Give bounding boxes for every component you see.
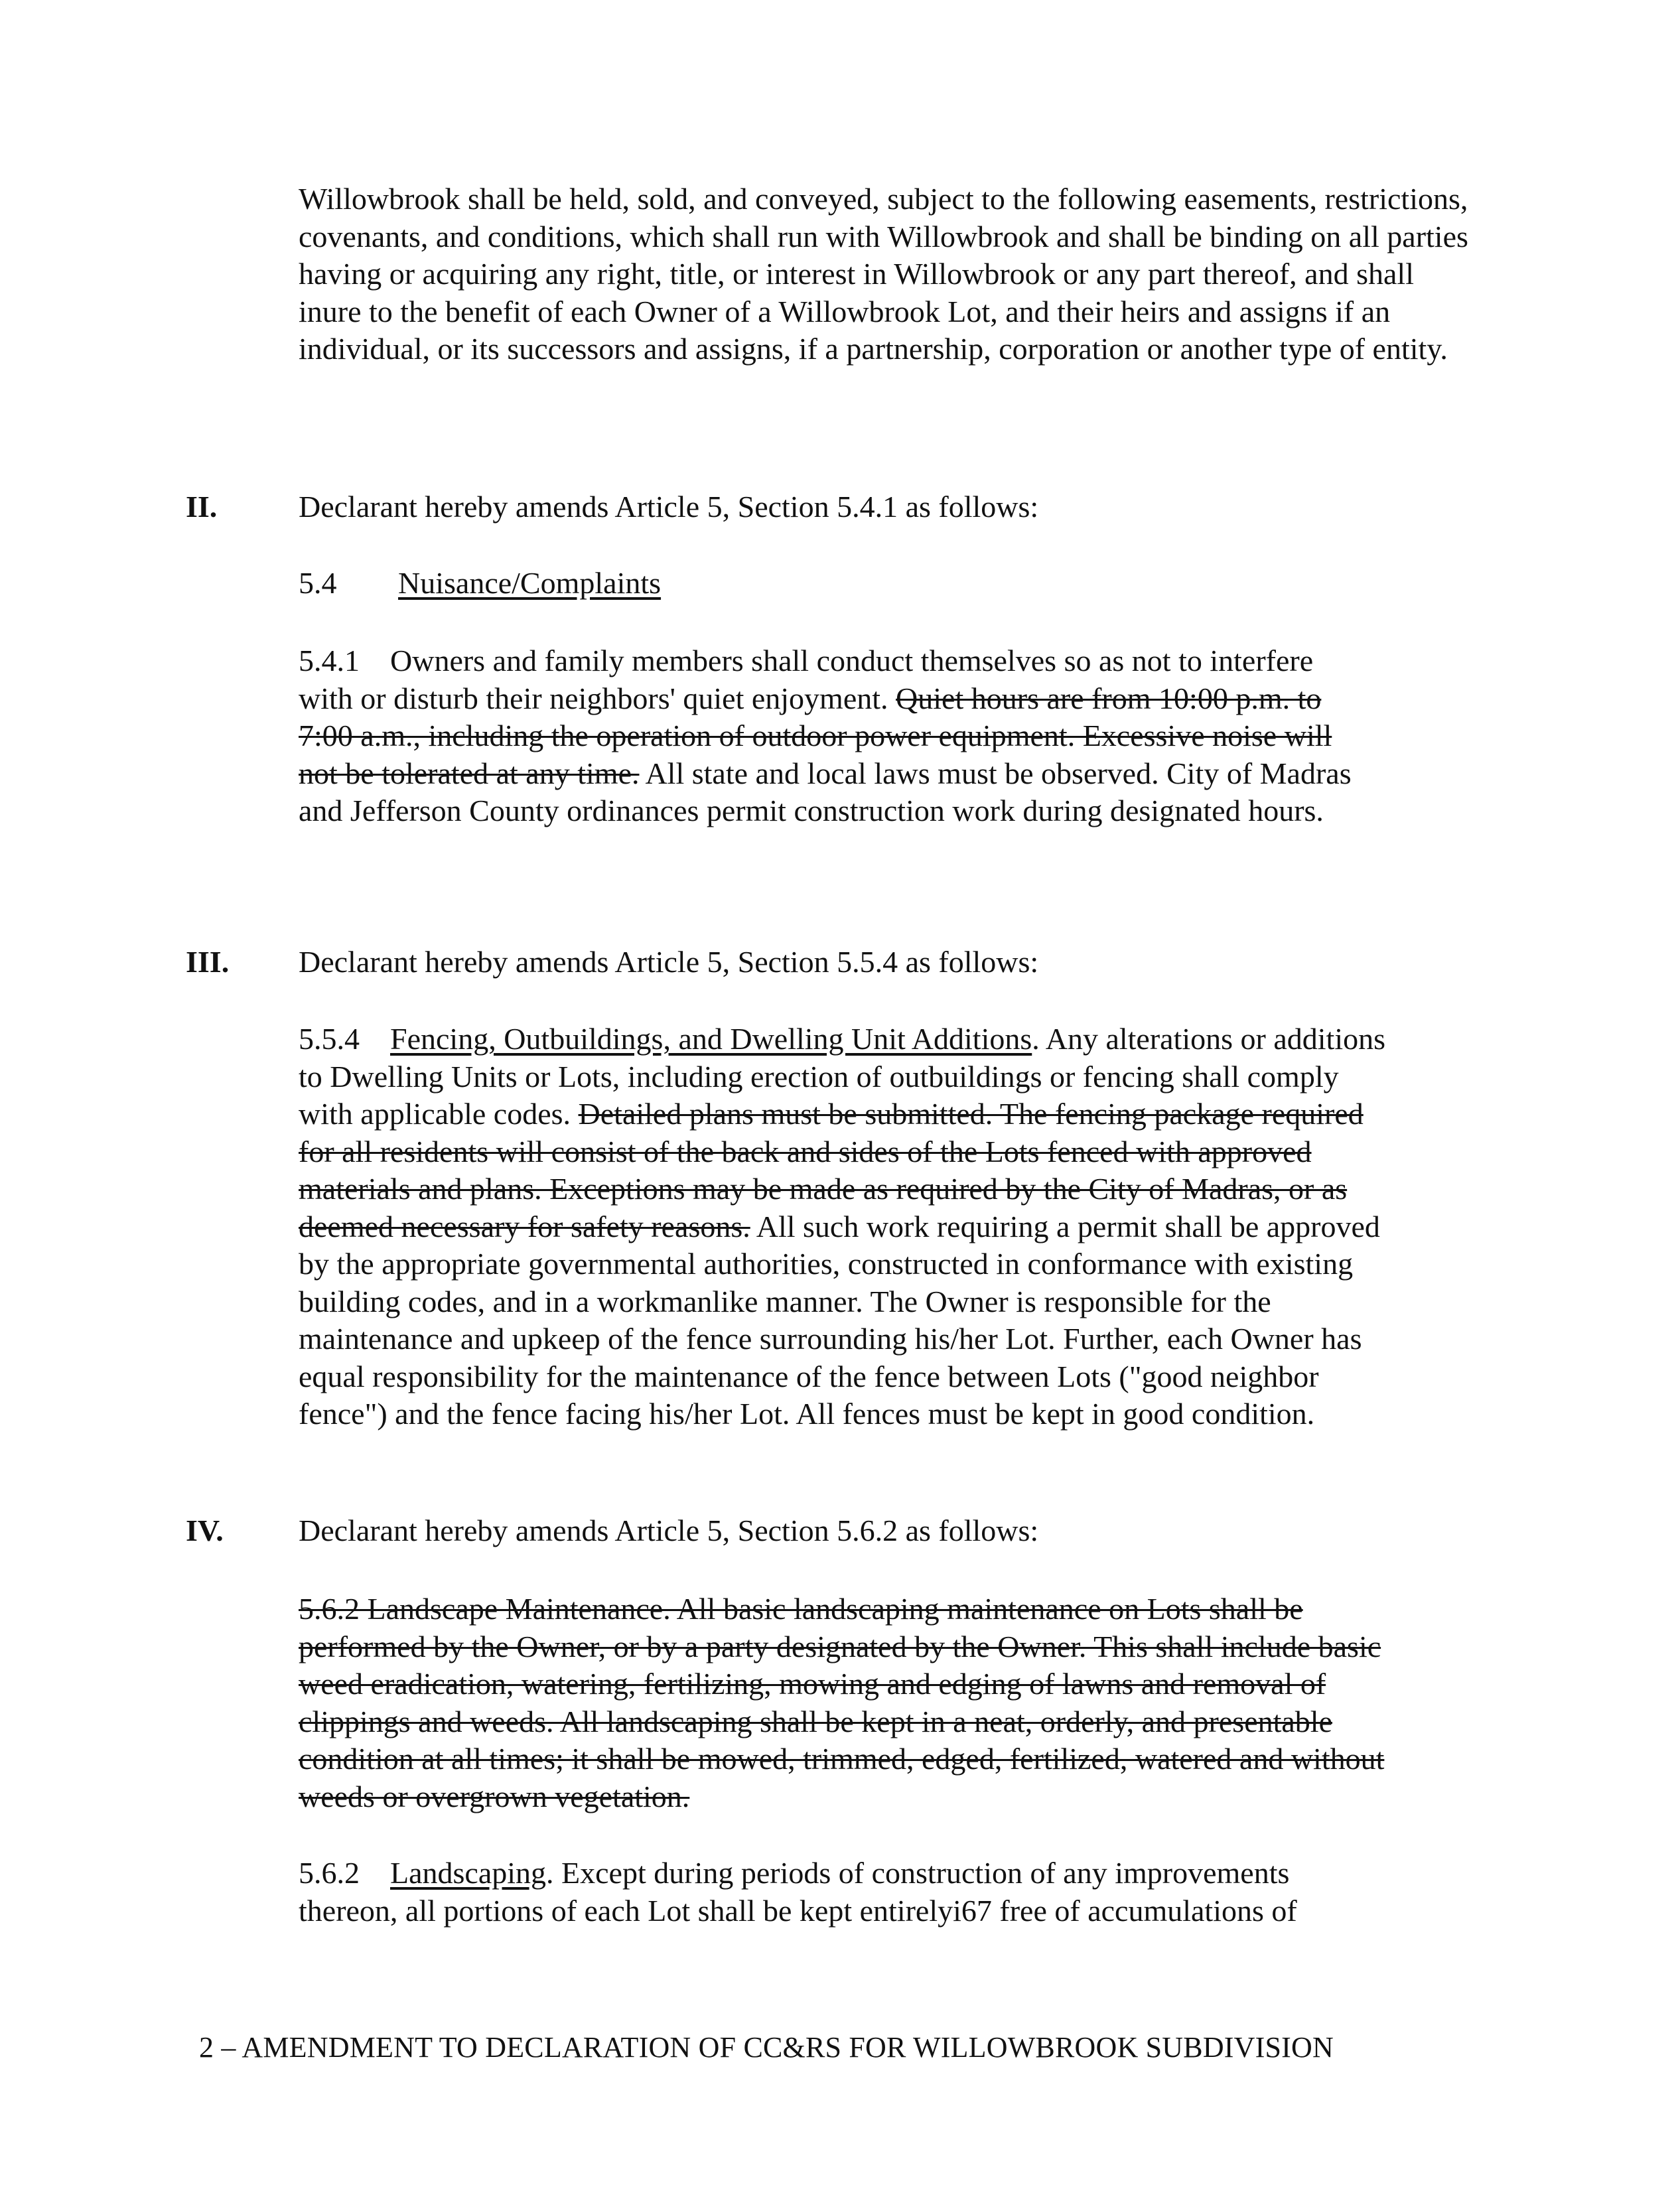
section-iii-numeral: III. xyxy=(186,945,230,979)
section-5-6-2-title: Landscaping xyxy=(390,1856,547,1890)
section-iv-heading: Declarant hereby amends Article 5, Section 5.6.2 as follows: xyxy=(299,1514,1039,1547)
section-5-4-1-paragraph xyxy=(299,642,1367,830)
section-5-5-4-struck-text: Detailed plans must be submitted. The fencing package required for all residents will consist of the back and sides of the Lots fenced with approved materials and plans. Exceptions may be made as required by the City of Madras, or as deemed necessary for safety reasons. xyxy=(299,1097,1364,1243)
section-5-4-1-number: 5.4.1 xyxy=(299,644,360,677)
section-5-5-4-text-b: All such work requiring a permit shall be approved by the appropriate governmental authorities, constructed in conformance with existing building codes, and in a workmanlike manner. The Owner is responsible for the maintenance and upkeep of the fence surrounding his/her Lot. Further, each Owner has equal responsibility for the maintenance of the fence between Lots ("good neighbor fence") and the fence facing his/her Lot. All fences must be kept in good condition. xyxy=(299,1209,1380,1431)
section-5-4-1-text-b: All state and local laws must be observed. City of Madras and Jefferson County ordinances permit construction work during designated hours. xyxy=(299,756,1352,827)
section-5-6-2-text: Except during periods of construction of any improvements thereon, all portions of each Lot shall be kept entirelyi67 free of accumulations of xyxy=(299,1856,1297,1928)
section-5-4-1-text-a: Owners and family members shall conduct themselves so as not to interfere with or disturb their neighbors' quiet enjoyment. xyxy=(299,644,1314,715)
section-5-4-1-struck-text: Quiet hours are from 10:00 p.m. to 7:00 a.m., including the operation of outdoor power equipment. Excessive noise will not be tolerated at any time. xyxy=(299,681,1332,790)
section-5-4-title-line xyxy=(299,565,661,602)
page-footer: 2 – AMENDMENT TO DECLARATION OF CC&RS FOR WILLOWBROOK SUBDIVISION xyxy=(199,2031,1334,2064)
section-5-4-title: Nuisance/Complaints xyxy=(398,566,662,600)
section-iv-numeral: IV. xyxy=(186,1514,224,1547)
section-iii-heading: Declarant hereby amends Article 5, Section 5.5.4 as follows: xyxy=(299,945,1039,979)
section-5-5-4-number: 5.5.4 xyxy=(299,1022,360,1056)
section-5-5-4-paragraph: 5.5.4 Fencing, Outbuildings, and Dwelling Unit Additions. Any alterations or additions to Dwelling Units or Lots, including erection of outbuildings or fencing shall comply with applicable codes. Detailed plans must be submitted. The fencing package required for all residents will consist of the back and sides of the Lots fenced with approved materials and plans. Exceptions may be made as required by the City of Madras, or as deemed necessary for safety reasons. All such work requiring a permit shall be approved by the appropriate governmental authorities, constructed in conformance with existing building codes, and in a workmanlike manner. The Owner is responsible for the maintenance and upkeep of the fence surrounding his/her Lot. Further, each Owner has equal responsibility for the maintenance of the fence between Lots ("good neighbor fence") and the fence facing his/her Lot. All fences must be kept in good condition. xyxy=(299,1022,1386,1431)
section-5-5-4-text-a: Any alterations or additions to Dwelling Units or Lots, including erection of outbuildings or fencing shall comply with applicable codes. xyxy=(299,1022,1386,1131)
section-ii-heading: Declarant hereby amends Article 5, Section 5.4.1 as follows: xyxy=(299,490,1039,524)
section-ii-numeral: II. xyxy=(186,490,218,524)
section-5-6-2-struck-paragraph: 5.6.2 Landscape Maintenance. All basic landscaping maintenance on Lots shall be performed by the Owner, or by a party designated by the Owner. This shall include basic weed eradication, watering, fertilizing, mowing and edging of lawns and removal of clippings and weeds. All landscaping shall be kept in a neat, orderly, and presentable condition at all times; it shall be mowed, trimmed, edged, fertilized, watered and without weeds or overgrown vegetation. xyxy=(299,1592,1385,1813)
section-5-6-2-new-paragraph: 5.6.2 Landscaping. Except during periods of construction of any improvements thereon, all portions of each Lot shall be kept entirelyi67 free of accumulations of xyxy=(299,1856,1297,1928)
section-5-6-2-number: 5.6.2 xyxy=(299,1856,360,1890)
intro-paragraph: Willowbrook shall be held, sold, and conveyed, subject to the following easements, restrictions, covenants, and conditions, which shall run with Willowbrook and shall be binding on all parties having or acquiring any right, title, or interest in Willowbrook or any part thereof, and shall inure to the benefit of each Owner of a Willowbrook Lot, and their heirs and assigns if an individual, or its successors and assigns, if a partnership, corporation or another type of entity. xyxy=(299,182,1468,366)
section-5-4-number: 5.4 xyxy=(299,566,337,600)
section-5-6-2-old-paragraph xyxy=(299,1590,1387,1815)
section-5-5-4-title: Fencing, Outbuildings, and Dwelling Unit Additions xyxy=(390,1022,1032,1056)
